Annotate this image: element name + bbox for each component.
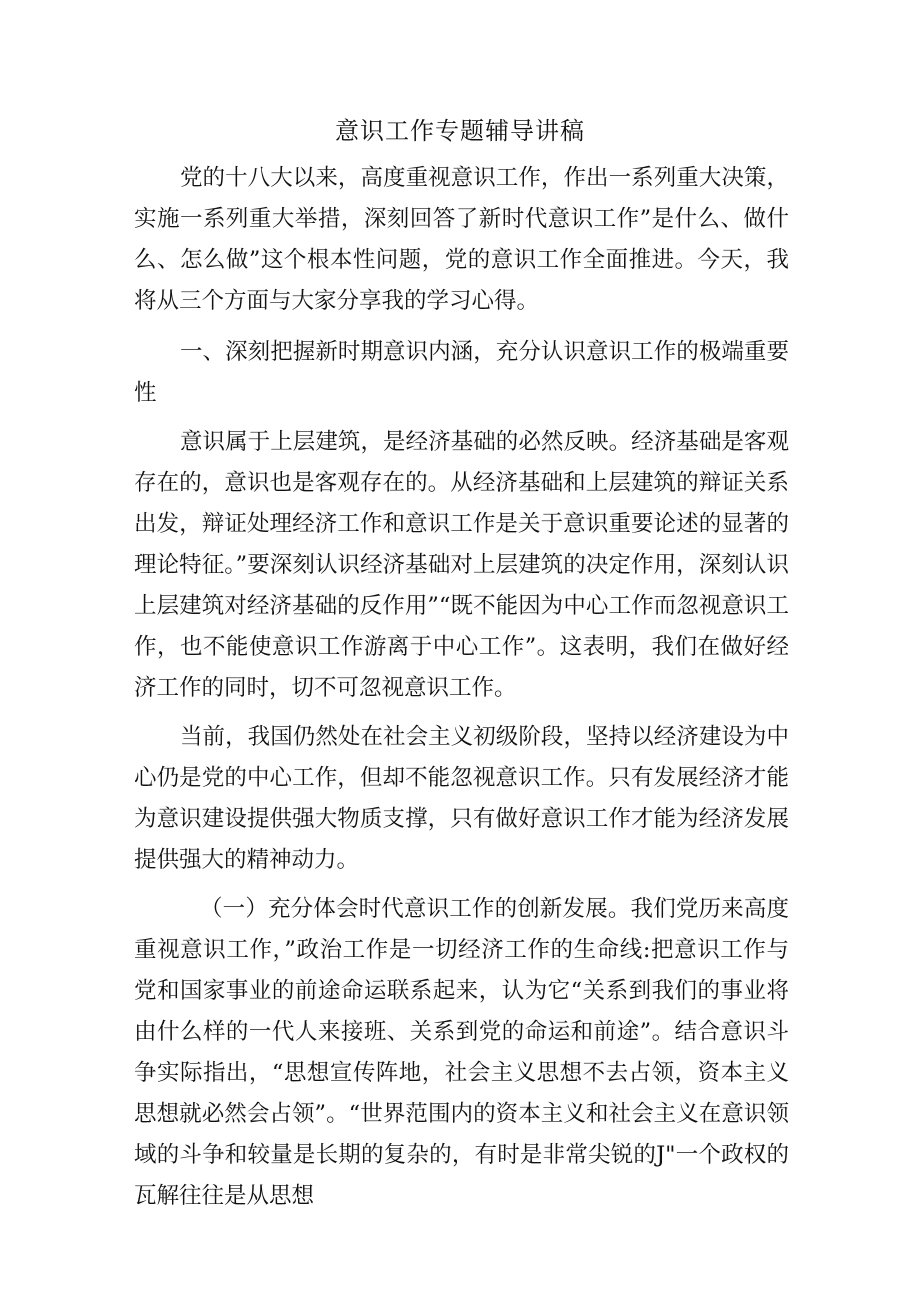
document-body <box>134 158 789 1217</box>
section-heading-1: 一、深刻把握新时期意识内涵，充分认识意识工作的极端重要性 <box>134 339 789 406</box>
paragraph-intro: 党的十八大以来，高度重视意识工作，作出一系列重大决策，实施一系列重大举措，深刻回答了新时代意识工作”是什么、做什么、怎么做”这个根本性问题，党的意识工作全面推进。今天，我将从三个方面与大家分享我的学习心得。 <box>134 165 789 314</box>
paragraph-current-stage: 当前，我国仍然处在社会主义初级阶段，坚持以经济建设为中心仍是党的中心工作，但却不能忽视意识工作。只有发展经济才能为意识建设提供强大物质支撑，只有做好意识工作才能为经济发展提供强大的精神动力。 <box>134 724 789 873</box>
document-title: 意识工作专题辅导讲稿 <box>335 117 585 145</box>
paragraph-subsection-1: （一）充分体会时代意识工作的创新发展。我们党历来高度重视意识工作，”政治工作是一切经济工作的生命线:把意识工作与党和国家事业的前途命运联系起来，认为它“关系到我们的事业将由什么样的一代人来接班、关系到党的命运和前途”。结合意识斗争实际指出，“思想宣传阵地，社会主义思想不去占领，资本主义思想就必然会占领”。“世界范围内的资本主义和社会主义在意识领域的斗争和较量是长期的复杂的，有时是非常尖锐的J"一个政权的瓦解往往是从思想 <box>134 896 789 1209</box>
paragraph-superstructure: 意识属于上层建筑，是经济基础的必然反映。经济基础是客观存在的，意识也是客观存在的。从经济基础和上层建筑的辩证关系出发，辩证处理经济工作和意识工作是关于意识重要论述的显著的理论特征。”要深刻认识经济基础对上层建筑的决定作用，深刻认识上层建筑对经济基础的反作用”“既不能因为中心工作而忽视意识工作，也不能使意识工作游离于中心工作”。这表明，我们在做好经济工作的同时，切不可忽视意识工作。 <box>134 429 789 701</box>
